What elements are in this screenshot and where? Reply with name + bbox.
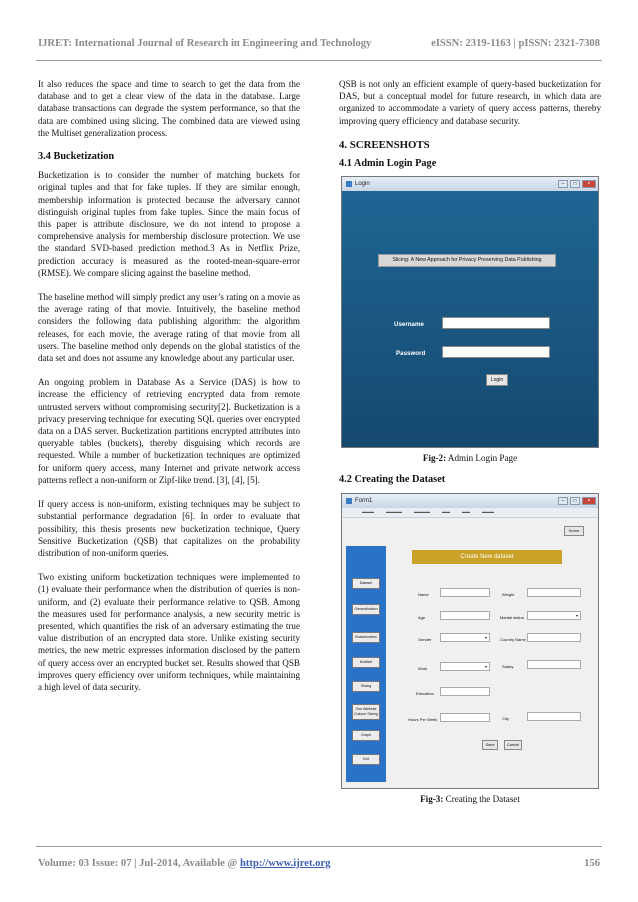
name-label: Name bbox=[418, 591, 429, 597]
minimize-icon[interactable]: – bbox=[558, 497, 568, 505]
chevron-down-icon: ▾ bbox=[484, 634, 487, 640]
right-column bbox=[339, 78, 601, 815]
page-number: 156 bbox=[584, 858, 600, 869]
chevron-down-icon: ▾ bbox=[575, 612, 578, 618]
weight-label: Weight bbox=[502, 591, 515, 597]
create-dataset-banner: Create New dataset bbox=[412, 550, 562, 564]
country-name-input[interactable] bbox=[527, 633, 581, 642]
sidebar-bucketization-button[interactable]: Bucketization bbox=[352, 632, 380, 643]
subsection-heading-dataset: 4.2 Creating the Dataset bbox=[339, 474, 446, 486]
menu-item[interactable]: ▬▬ bbox=[442, 509, 450, 515]
footer-volume-info bbox=[38, 858, 330, 869]
dataset-body bbox=[342, 518, 598, 789]
figure-login-screenshot bbox=[341, 176, 599, 448]
salary-label: Salary bbox=[502, 663, 514, 669]
city-input[interactable] bbox=[527, 712, 581, 721]
login-title-bar bbox=[342, 177, 598, 191]
age-input[interactable] bbox=[440, 611, 490, 620]
dataset-title-bar bbox=[342, 494, 598, 508]
figure-2-caption bbox=[339, 452, 601, 464]
weight-input[interactable] bbox=[527, 588, 581, 597]
running-header bbox=[38, 38, 600, 49]
country-name-label: Country Name bbox=[500, 636, 526, 642]
marital-status-select[interactable] bbox=[527, 611, 581, 620]
password-label: Password bbox=[396, 350, 426, 358]
figure-3-caption bbox=[339, 793, 601, 805]
nav-sidebar bbox=[346, 546, 386, 782]
maximize-icon[interactable]: □ bbox=[570, 180, 580, 188]
name-input[interactable] bbox=[440, 588, 490, 597]
window-app-icon bbox=[346, 498, 352, 504]
login-body bbox=[342, 191, 598, 448]
close-icon[interactable]: × bbox=[582, 497, 596, 505]
salary-input[interactable] bbox=[527, 660, 581, 669]
minimize-icon[interactable]: – bbox=[558, 180, 568, 188]
hours-per-week-input[interactable] bbox=[440, 713, 490, 722]
menu-item[interactable]: ▬▬ bbox=[462, 509, 470, 515]
intro-paragraph: It also reduces the space and time to search to get the data from the database and to get a clear view of the data in the database. Large database transactions can degrade the system performance, so that the data are combined using slicing. The combined data are viewed using the Multiset generalization process. bbox=[38, 79, 300, 138]
login-button[interactable]: Login bbox=[486, 374, 508, 386]
home-button[interactable]: Home bbox=[564, 526, 584, 536]
volume-text: Volume: 03 Issue: 07 | Jul-2014, Available @ bbox=[38, 858, 241, 869]
username-label: Username bbox=[394, 321, 424, 329]
hours-per-week-label: Hours Per Week bbox=[408, 716, 438, 722]
figure-dataset-screenshot bbox=[341, 493, 599, 789]
left-column bbox=[38, 78, 300, 705]
maximize-icon[interactable]: □ bbox=[570, 497, 580, 505]
intro-paragraph: QSB is not only an efficient example of query-based bucketization for DAS, but a conceptual model for future research, in which data are organized to accommodate a variety of query access patterns, thereby improving query efficiency and database security. bbox=[339, 79, 601, 126]
issn-info: eISSN: 2319-1163 | pISSN: 2321-7308 bbox=[431, 38, 600, 49]
password-input[interactable] bbox=[442, 346, 550, 358]
sidebar-multiset-button[interactable]: Multiset bbox=[352, 657, 380, 668]
section-heading-screenshots: 4. SCREENSHOTS bbox=[339, 138, 430, 151]
sidebar-graph-button[interactable]: Graph bbox=[352, 730, 380, 741]
close-icon[interactable]: × bbox=[582, 180, 596, 188]
running-footer bbox=[38, 858, 600, 869]
education-label: Education bbox=[416, 690, 434, 696]
caption-label: Fig-3: bbox=[420, 793, 444, 804]
sidebar-dataset-button[interactable]: Dataset bbox=[352, 578, 380, 589]
header-rule bbox=[36, 60, 602, 61]
username-input[interactable] bbox=[442, 317, 550, 329]
city-label: City bbox=[502, 715, 509, 721]
sidebar-one-attribute-slicing-button[interactable]: One Attribute Column Slicing bbox=[352, 704, 380, 720]
dataset-window-title: Form1 bbox=[355, 497, 373, 504]
menu-item[interactable]: ▬▬▬ bbox=[362, 509, 374, 515]
caption-text: Creating the Dataset bbox=[443, 793, 520, 804]
sidebar-exit-button[interactable]: Exit bbox=[352, 754, 380, 765]
sidebar-slicing-button[interactable]: Slicing bbox=[352, 681, 380, 692]
cancel-button[interactable]: Cancel bbox=[504, 740, 522, 750]
caption-text: Admin Login Page bbox=[446, 453, 518, 464]
section-heading-bucketization: 3.4 Bucketization bbox=[38, 151, 115, 163]
menu-item[interactable]: ▬▬▬ bbox=[482, 509, 494, 515]
footer-rule bbox=[36, 846, 602, 847]
education-input[interactable] bbox=[440, 687, 490, 696]
gender-select[interactable] bbox=[440, 633, 490, 642]
caption-label: Fig-2: bbox=[422, 453, 447, 464]
login-window-title: Login bbox=[355, 181, 370, 188]
work-select[interactable] bbox=[440, 662, 490, 671]
marital-status-label: Marital status bbox=[500, 614, 524, 620]
paragraph: Bucketization is to consider the number of matching buckets for original tuples and that for fake tuples. If they are similar enough, membership information is protected because the adversary cannot distinguish original tuples from fake tuples. Since the main focus of this paper is attribute disclosure, we do not intend to propose a comprehensive analysis for membership disclosure protection. We use the standard SVD-based prediction method.3 As in Netflix Prize, prediction accuracy is measured as the rooted-mean-square-error (RMSE). We compare slicing against the baseline method. bbox=[38, 170, 300, 278]
chevron-down-icon: ▾ bbox=[484, 663, 487, 669]
paragraph: The baseline method will simply predict any user’s rating on a movie as the average rating of that movie. Intuitively, the baseline method considers the following data publishing algorithm: the algorithm releases, for each movie, the average rating of that movie from all users. The baseline method only depends on the global statistics of the data set and does not assume any knowledge about any particular user. bbox=[38, 292, 300, 364]
age-label: Age bbox=[418, 614, 426, 620]
menu-item[interactable]: ▬▬▬▬ bbox=[414, 509, 430, 515]
journal-name: IJRET: International Journal of Research in Engineering and Technology bbox=[38, 38, 372, 49]
window-app-icon bbox=[346, 181, 352, 187]
journal-link[interactable]: http://www.ijret.org bbox=[240, 858, 331, 869]
paragraph: Two existing uniform bucketization techniques were implemented to (1) evaluate their performance when the distribution of queries is non-uniform, and (2) evaluate their performance relative to QSB. Among the measures used for performance analysis, a new security metric is presented, which quantifies the risk of an adversary estimating the true value distribution of an encrypted data store. Unlike existing security metrics, the new metric expresses information disclosed by the pattern of query access over an encrypted bucket set. Results showed that QSB improves query efficiency over uniform techniques, while maintaining a high level of data security. bbox=[38, 572, 300, 692]
paragraph: An ongoing problem in Database As a Service (DAS) is how to increase the efficiency of retrieving encrypted data from remote untrusted servers without compromising security[2]. Bucketization is a privacy preserving technique for executing SQL queries over encrypted data on a DAS server. Bucketization partitions encrypted attributes into queryable tables (buckets), thereby disguising which records are requested. While a number of bucketization techniques are optimized for uniform query access, many Internet and private network access patterns reflect a non-uniform or Zipf-like trend. [3], [4], [5]. bbox=[38, 377, 300, 485]
save-button[interactable]: Save bbox=[482, 740, 498, 750]
app-banner: Slicing: A New Approach for Privacy Preserving Data Publishing bbox=[378, 254, 556, 267]
paragraph: If query access is non-uniform, existing techniques may be subject to substantial performance degradation [6]. In order to evaluate that possibility, this thesis presents new bucketization technique, Query Sensitive Bucketization (QSB) that capitalizes on the probability distribution of non-uniform queries. bbox=[38, 499, 300, 558]
work-label: Work bbox=[418, 665, 428, 671]
sidebar-generalization-button[interactable]: Generalization bbox=[352, 604, 380, 615]
menu-item[interactable]: ▬▬▬▬ bbox=[386, 509, 402, 515]
menu-bar bbox=[342, 508, 598, 518]
subsection-heading-admin-login: 4.1 Admin Login Page bbox=[339, 158, 437, 170]
gender-label: Gender bbox=[418, 636, 432, 642]
